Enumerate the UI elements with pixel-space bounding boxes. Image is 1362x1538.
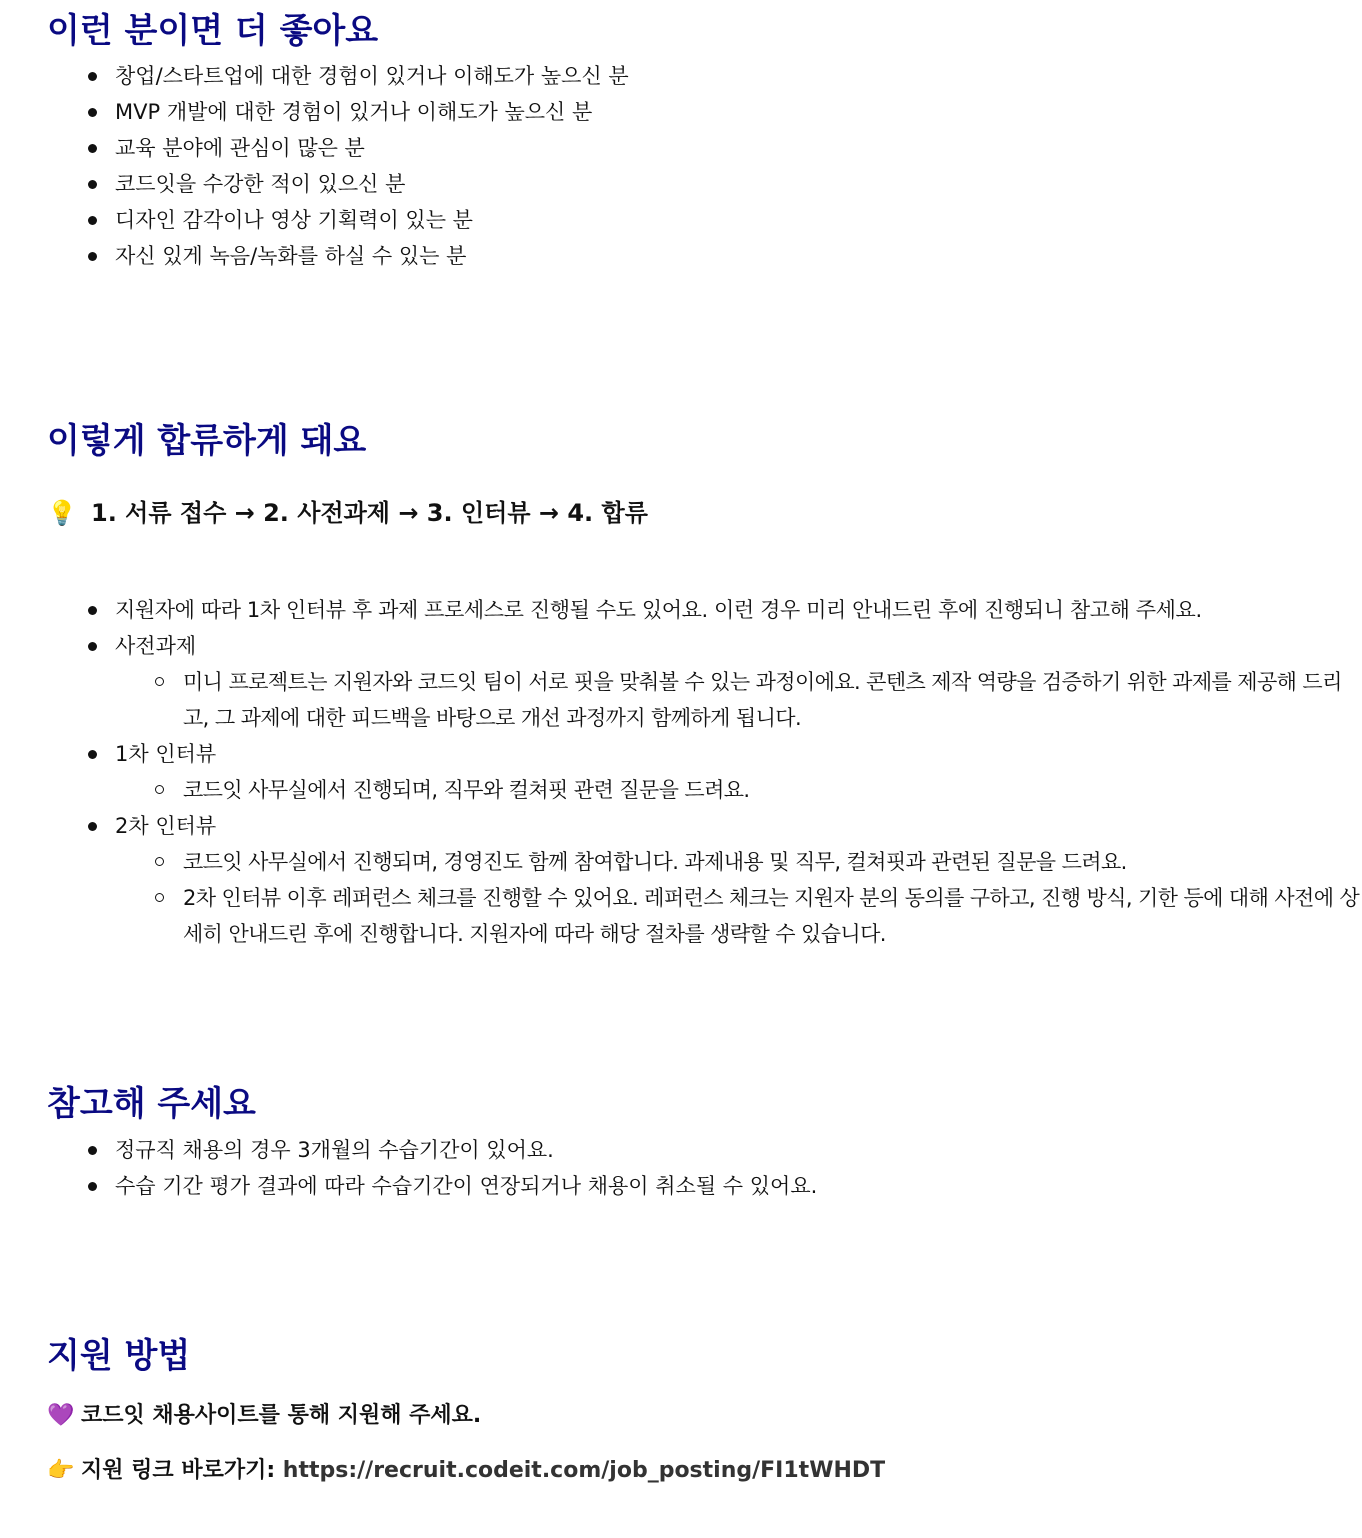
list-item: 자신 있게 녹음/녹화를 하실 수 있는 분 [0, 238, 1362, 274]
list-item [0, 628, 1362, 736]
list-item [0, 592, 1362, 628]
apply-link-label: 지원 링크 바로가기: [81, 1458, 283, 1483]
sub-list-item: 코드잇 사무실에서 진행되며, 경영진도 함께 참여합니다. 과제내용 및 직무, 컬쳐핏과 관련된 질문을 드려요. [115, 844, 1362, 880]
list-item [0, 736, 1362, 808]
sub-list [0, 772, 1362, 808]
list-item-text: 지원자에 따라 1차 인터뷰 후 과제 프로세스로 진행될 수도 있어요. 이런 경우 미리 안내드린 후에 진행되니 참고해 주세요. [115, 598, 1202, 622]
purple-heart-icon: 💜 [47, 1403, 75, 1428]
apply-instruction [47, 1398, 481, 1434]
sub-list-item: 2차 인터뷰 이후 레퍼런스 체크를 진행할 수 있어요. 레퍼런스 체크는 지원자 분의 동의를 구하고, 진행 방식, 기한 등에 대해 사전에 상세히 안내드린 후에 진행합니다. 지원자에 따라 해당 절차를 생략할 수 있습니다. [115, 880, 1362, 952]
notes-list [0, 1132, 1362, 1204]
list-item-text: 1차 인터뷰 [115, 742, 217, 766]
list-item: 수습 기간 평가 결과에 따라 수습기간이 연장되거나 채용이 취소될 수 있어요. [0, 1168, 1362, 1204]
list-item-text: 2차 인터뷰 [115, 814, 217, 838]
process-list [0, 592, 1362, 952]
list-item: 정규직 채용의 경우 3개월의 수습기간이 있어요. [0, 1132, 1362, 1168]
sub-list [0, 844, 1362, 952]
apply-link-line [47, 1453, 885, 1489]
list-item: 디자인 감각이나 영상 기획력이 있는 분 [0, 202, 1362, 238]
list-item: 교육 분야에 관심이 많은 분 [0, 130, 1362, 166]
list-item: MVP 개발에 대한 경험이 있거나 이해도가 높으신 분 [0, 94, 1362, 130]
preferred-list [0, 58, 1362, 274]
lightbulb-icon: 💡 [47, 499, 77, 527]
apply-instruction-text: 코드잇 채용사이트를 통해 지원해 주세요. [81, 1403, 482, 1428]
section-title-apply: 지원 방법 [47, 1336, 191, 1376]
apply-link[interactable]: https://recruit.codeit.com/job_posting/FI1tWHDT [282, 1458, 886, 1483]
list-item: 창업/스타트업에 대한 경험이 있거나 이해도가 높으신 분 [0, 58, 1362, 94]
process-steps: 1. 서류 접수 → 2. 사전과제 → 3. 인터뷰 → 4. 합류 [91, 499, 648, 527]
list-item: 코드잇을 수강한 적이 있으신 분 [0, 166, 1362, 202]
list-item-text: 사전과제 [115, 634, 197, 658]
sub-list [0, 664, 1362, 736]
section-title-notes: 참고해 주세요 [47, 1084, 256, 1124]
sub-list-item: 코드잇 사무실에서 진행되며, 직무와 컬쳐핏 관련 질문을 드려요. [115, 772, 1362, 808]
process-callout [47, 495, 648, 531]
section-title-preferred: 이런 분이면 더 좋아요 [47, 11, 379, 51]
section-title-process: 이렇게 합류하게 돼요 [47, 421, 367, 461]
list-item [0, 808, 1362, 952]
pointing-hand-icon: 👉 [47, 1458, 75, 1483]
sub-list-item: 미니 프로젝트는 지원자와 코드잇 팀이 서로 핏을 맞춰볼 수 있는 과정이에요. 콘텐츠 제작 역량을 검증하기 위한 과제를 제공해 드리고, 그 과제에 대한 피드백을 바탕으로 개선 과정까지 함께하게 됩니다. [115, 664, 1362, 736]
